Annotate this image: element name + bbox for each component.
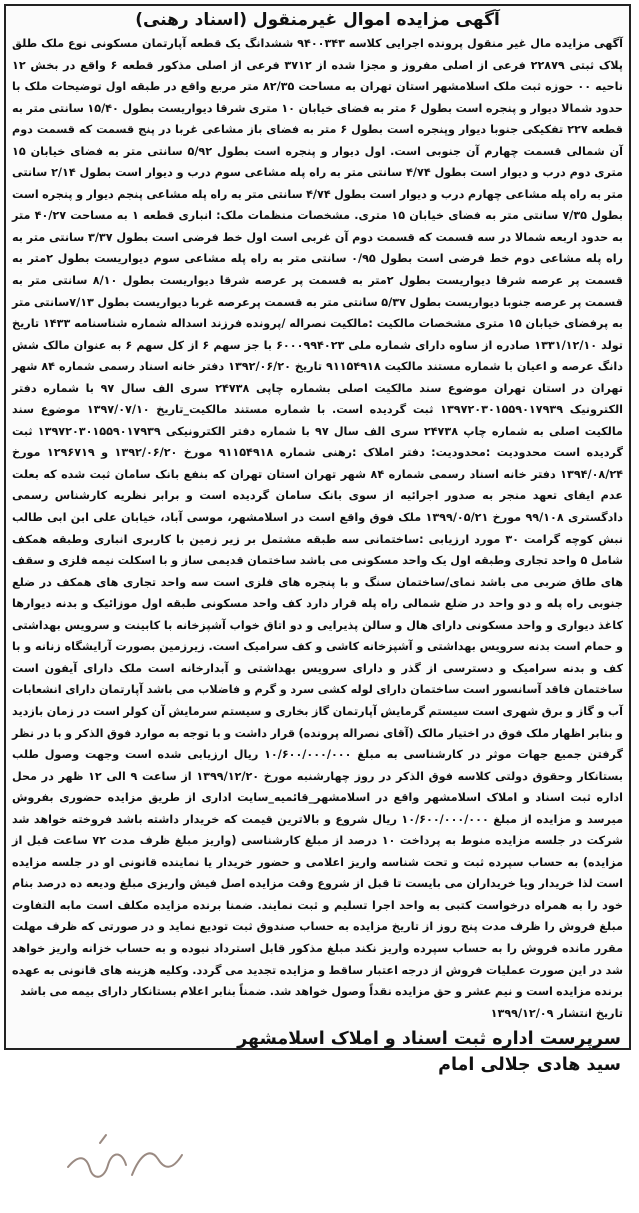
notice-body: آگهی مزایده مال غیر منقول پرونده اجرایی کلاسه ۹۴۰۰۳۴۳ ششدانگ یک قطعه آپارتمان مسکونی نوع ملک طلق پلاک ثبتی ۲۲۸۷۹ فرعی از اصلی مفروز و مجزا شده از ۳۷۱۲ فرعی از اصلی مذکور قطعه ۶ واقع در بخش ۱۲ ناحیه ۰۰ حوزه ثبت ملک اسلامشهر استان تهران به مساحت ۸۲/۳۵ متر مربع واقع در طبقه اول توضیحات ملک با حدود شمالا دیوار و پنجره است بطول ۶ متر به فضای خیابان ۱۰ متری شرقا دیواریست بطول ۱۵/۴۰ سانتی متر به قطعه ۲۲۷ تفکیکی جنوبا دیوار وپنجره است بطول ۶ متر به فضای باز مشاعی غربا در پنج قسمت که قسمت دوم آن شمالی قسمت چهارم آن جنوبی است. اول دیوار و پنجره است بطول ۵/۹۲ سانتی متر به فضای خیابان ۱۵ متری دوم درب و دیوار است بطول ۴/۷۴ سانتی متر به راه پله مشاعی سوم درب و دیوار است بطول ۲/۱۴ سانتی متر به راه پله مشاعی چهارم درب و دیوار است بطول ۴/۷۴ سانتی متر به راه پله مشاعی پنجم دیوار و پنجره است بطول ۷/۳۵ سانتی متر به فضای خیابان ۱۵ متری. مشخصات منظمات ملک: انباری قطعه ۱ به مساحت ۴۰/۲۷ متر به حدود اربعه شمالا در سه قسمت که قسمت دوم آن غربی است اول خط فرضی است بطول ۳/۳۷ سانتی متر به راه پله مشاعی دوم خط فرضی است بطول ۰/۹۵ سانتی متر به راه پله مشاعی سوم دیواریست بطول ۲متر به قسمت پر عرصه شرقا دیواریست بطول ۲متر به قسمت پر عرصه شرقا دیواریست بطول ۸/۱۰ سانتی متر به قسمت پر عرصه جنوبا دیواریست بطول ۵/۳۷ سانتی متر به قسمت پرعرصه غربا دیواریست بطول ۷/۱۳سانتی متر به پرفضای خیابان ۱۵ متری مشخصات مالکیت :مالکیت نصراله /پرونده فرزند اسداله شماره شناسنامه ۱۴۳۳ تاریخ تولد ۱۳۳۱/۱۲/۱۰ صادره از ساوه دارای شماره ملی ۶۰۰۰۹۹۴۰۲۳ با جز سهم ۶ از کل سهم ۶ به عنوان مالک شش دانگ عرصه و اعیان با شماره مستند مالکیت ۹۱۱۵۴۹۱۸ تاریخ ۱۳۹۲/۰۶/۲۰ دفتر خانه اسناد رسمی شماره ۸۴ شهر تهران در استان تهران موضوع سند مالکیت اصلی بشماره چاپی ۲۴۷۳۸ سری الف سال ۹۷ با شماره دفتر الکترونیک ۱۳۹۷۲۰۳۰۱۵۵۹۰۱۷۹۳۹ ثبت گردیده است. با شماره مستند مالکیت_تاریخ ۱۳۹۷/۰۷/۱۰ موضوع سند مالکیت اصلی به شماره چاپ ۲۴۷۳۸ سری الف سال ۹۷ با شماره دفتر الکترونیکی ۱۳۹۷۲۰۳۰۱۵۵۹۰۱۷۹۳۹ ثبت گردیده است محدودیت :محدودیت: دفتر املاک :رهنی شماره ۹۱۱۵۴۹۱۸ مورخ ۱۳۹۲/۰۶/۲۰ و ۱۲۹۶۷۱۹ مورخ ۱۳۹۴/۰۸/۲۴ دفتر خانه اسناد رسمی شماره ۸۴ شهر تهران استان تهران که بنفع بانک سامان ثبت شده که بعلت عدم ایفای تعهد منجر به صدور اجرائیه از سوی بانک سامان گردیده است و برابر نظریه کارشناس رسمی دادگستری ۹۹/۱۰۸ مورخ ۱۳۹۹/۰۵/۲۱ ملک فوق واقع است در اسلامشهر، موسی آباد، خیابان علی ابن ابی طالب نبش کوچه گرامت ۳۰ مورد ارزیابی :ساختمانی سه طبقه مشتمل بر زیر زمین با کاربری انباری وطبقه همکف شامل ۵ واحد تجاری وطبقه اول یک واحد مسکونی می باشد ساختمان قدیمی ساز و با اسکلت نیمه فلزی و سقف های طاق ضربی می باشد نمای/ساختمان سنگ و با پنجره های فلزی است سه واحد تجاری های همکف در ضلع جنوبی راه پله و دو واحد در ضلع شمالی راه پله قرار دارد کف واحد مسکونی طبقه اول موزائیک و بدنه دیوارها کاغذ دیواری و واحد مسکونی دارای هال و سالن پذیرایی و دو اتاق خواب آشپزخانه با کابینت و سرویس بهداشتی و حمام است بدنه سرویس بهداشتی و آشپزخانه کاشی و کف سرامیک است. زیرزمین بصورت آرایشگاه زنانه و با کف و بدنه سرامیک و دسترسی از گذر و دارای سرویس بهداشتی و آبدارخانه است ملک دارای آیفون است ساختمان فاقد آسانسور است ساختمان دارای لوله کشی سرد و گرم و فاضلاب می باشد آپارتمان دارای انشعابات آب و گاز و برق شهری است سیستم گرمایش آپارتمان گاز بخاری و سیستم سرمایش آن کولر است در زمان بازدید و بنابر اظهار ملک فوق در اختیار مالک (آقای نصراله پرونده) قرار داشت و با توجه به موارد فوق الذکر و با در نظر گرفتن جمیع جهات موثر در کارشناسی به مبلغ ۱۰/۶۰۰/۰۰۰/۰۰۰ ریال ارزیابی شده است وجهت وصول طلب بستانکار وحقوق دولتی کلاسه فوق الذکر در روز چهارشنبه مورخ ۱۳۹۹/۱۲/۲۰ از ساعت ۹ الی ۱۲ ظهر در محل اداره ثبت اسناد و املاک اسلامشهر واقع در اسلامشهر_قائمیه_سایت اداری از طریق مزایده حضوری بفروش میرسد و مزایده از مبلغ ۱۰/۶۰۰/۰۰۰/۰۰۰ ریال شروع و بالاترین قیمت که خریدار داشته باشد فروخته خواهد شد شرکت در جلسه مزایده منوط به پرداخت ۱۰ درصد از مبلغ کارشناسی (واریز مبلغ ظرف مدت ۷۲ ساعت قبل از مزایده) به حساب سپرده ثبت و تحت شناسه واریز اعلامی و حضور خریدار یا نماینده قانونی او در جلسه مزایده است لذا خریدار ویا خریداران می بایست تا قبل از شروع وقت مزایده اصل فیش واریزی مبلغ ودیعه ده درصد بنام خود را به همراه درخواست کتبی به واحد اجرا تسلیم و ثبت نمایند. ضمنا برنده مزایده مکلف است مابه التفاوت مبلغ فروش را ظرف مدت پنج روز از تاریخ مزایده به حساب صندوق ثبت تودیع نماید و در صورتی که ظرف مهلت مقرر مانده فروش را به حساب سپرده واریز نکند مبلغ مذکور قابل استرداد نبوده و به حساب خزانه واریز خواهد شد در این صورت عملیات فروش از درجه اعتبار ساقط و مزایده تجدید می گردد. وکلیه هزینه های قانونی به عهده برنده مزایده است و نیم عشر و حق مزایده نقداً وصول خواهد شد. ضمناً بنابر اعلام بستانکار دارای بیمه می باشد: [12, 37, 624, 999]
pencil-scribble-icon: [60, 1125, 190, 1195]
notice-frame: [4, 4, 631, 1075]
notice-title: آگهی مزایده اموال غیرمنقول (اسناد رهنی): [135, 10, 500, 30]
signature-title: سرپرست اداره ثبت اسناد و املاک اسلامشهر: [237, 1028, 621, 1049]
pencil-mark: [60, 1125, 190, 1199]
signature-name: سید هادی جلالی امام: [438, 1054, 621, 1075]
publish-date: تاریخ انتشار ۱۳۹۹/۱۲/۰۹: [490, 1006, 623, 1020]
